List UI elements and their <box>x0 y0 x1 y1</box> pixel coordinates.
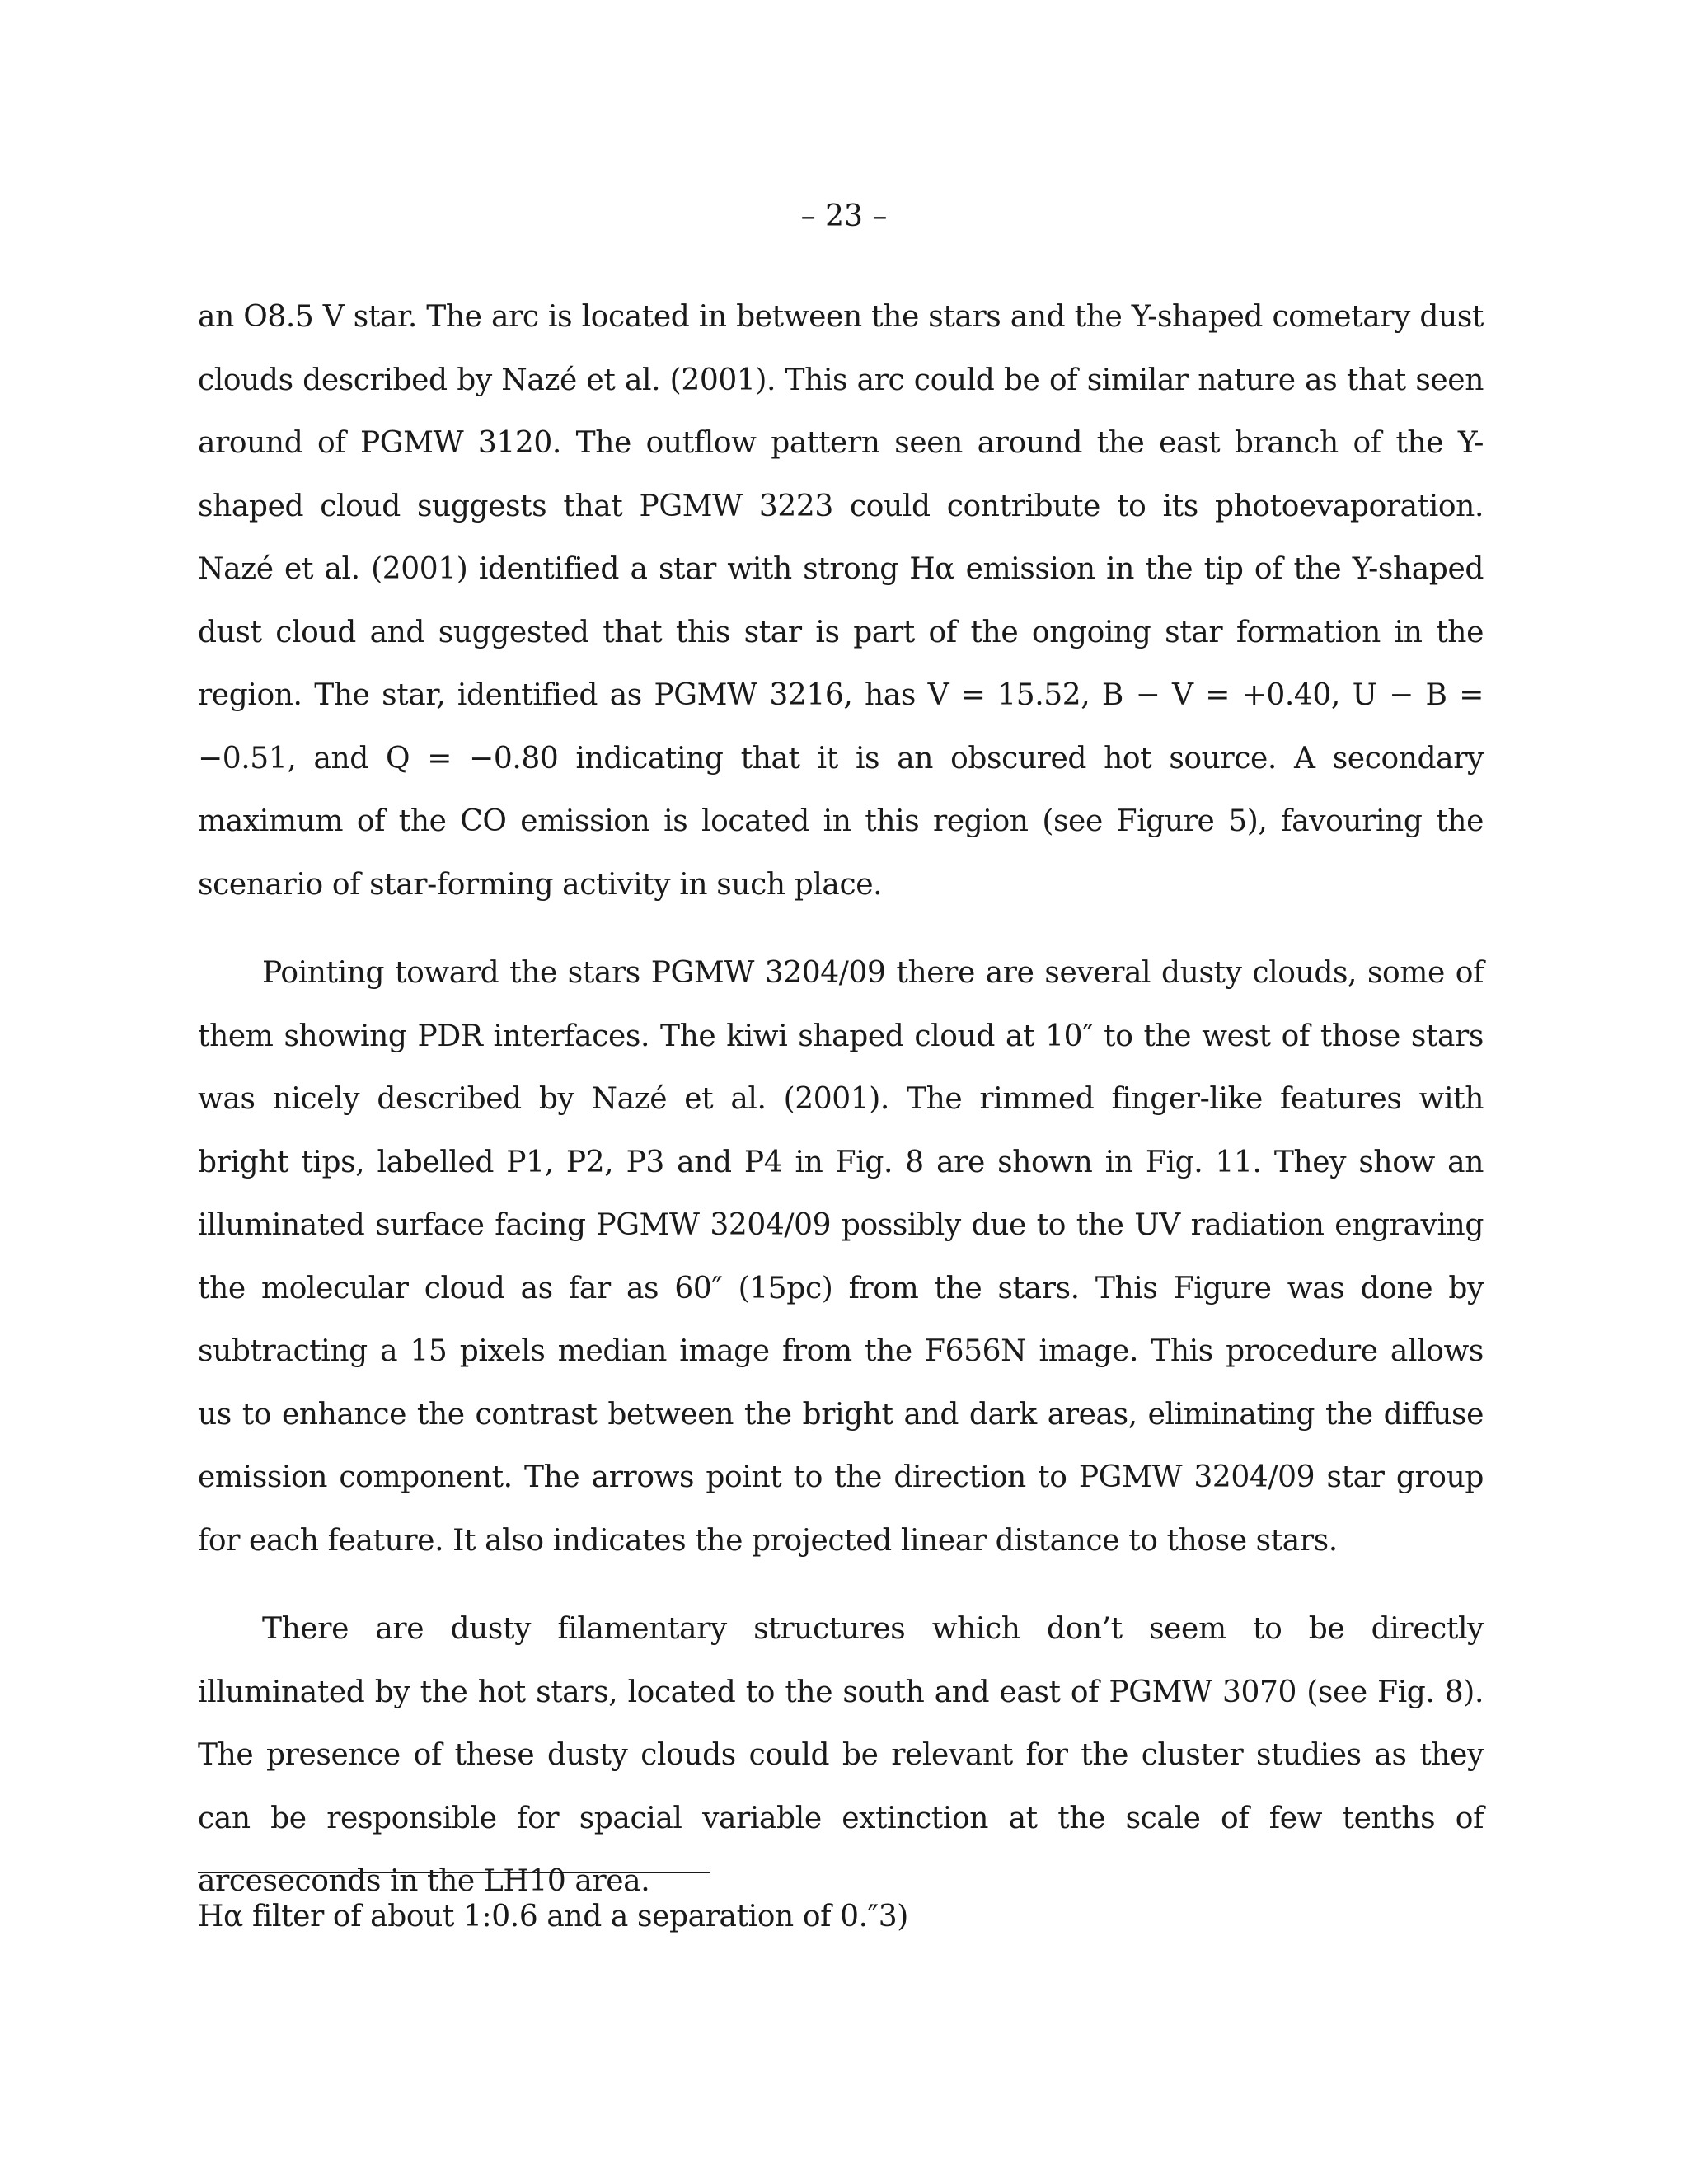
footnote-divider <box>198 1872 710 1873</box>
page-number: – 23 – <box>800 199 888 233</box>
paragraph-text: Pointing toward the stars PGMW 3204/09 there are several dusty clouds, some of them showing PDR interfaces. The kiwi shaped cloud at 10″ to the west of those stars was nicely described by Nazé et al. (2001). The rimmed finger-like features with bright tips, labelled P1, P2, P3 and P4 in Fig. 8 are shown in Fig. 11. They show an illuminated surface facing PGMW 3204/09 possibly due to the UV radiation engraving the molecular cloud as far as 60″ (15pc) from the stars. This Figure was done by subtracting a 15 pixels median image from the F656N image. This procedure allows us to enhance the contrast between the bright and dark areas, eliminating the diffuse emission component. The arrows point to the direction to PGMW 3204/09 star group for each feature. It also indicates the projected linear distance to those stars. <box>198 956 1484 1558</box>
paragraph-arc-description <box>198 286 1484 916</box>
paragraph-dusty-filaments <box>198 1598 1484 1914</box>
paragraph-text: There are dusty filamentary structures which don’t seem to be directly illuminated by the hot stars, located to the south and east of PGMW 3070 (see Fig. 8). The presence of these dusty clouds could be relevant for the cluster studies as they can be responsible for spacial variable extinction at the scale of few tenths of arceseconds in the LH10 area. <box>198 1612 1484 1898</box>
footnote: Hα filter of about 1:0.6 and a separation of 0.″3) <box>198 1900 908 1933</box>
paragraph-pdr-interfaces <box>198 942 1484 1572</box>
paragraph-text: an O8.5 V star. The arc is located in between the stars and the Y-shaped cometary dust clouds described by Nazé et al. (2001). This arc could be of similar nature as that seen around of PGMW 3120. The outflow pattern seen around the east branch of the Y-shaped cloud suggests that PGMW 3223 could contribute to its photoevaporation. Nazé et al. (2001) identified a star with strong Hα emission in the tip of the Y-shaped dust cloud and suggested that this star is part of the ongoing star formation in the region. The star, identified as PGMW 3216, has V = 15.52, B − V = +0.40, U − B = −0.51, and Q = −0.80 indicating that it is an obscured hot source. A secondary maximum of the CO emission is located in this region (see Figure 5), favouring the scenario of star-forming activity in such place. <box>198 300 1484 902</box>
